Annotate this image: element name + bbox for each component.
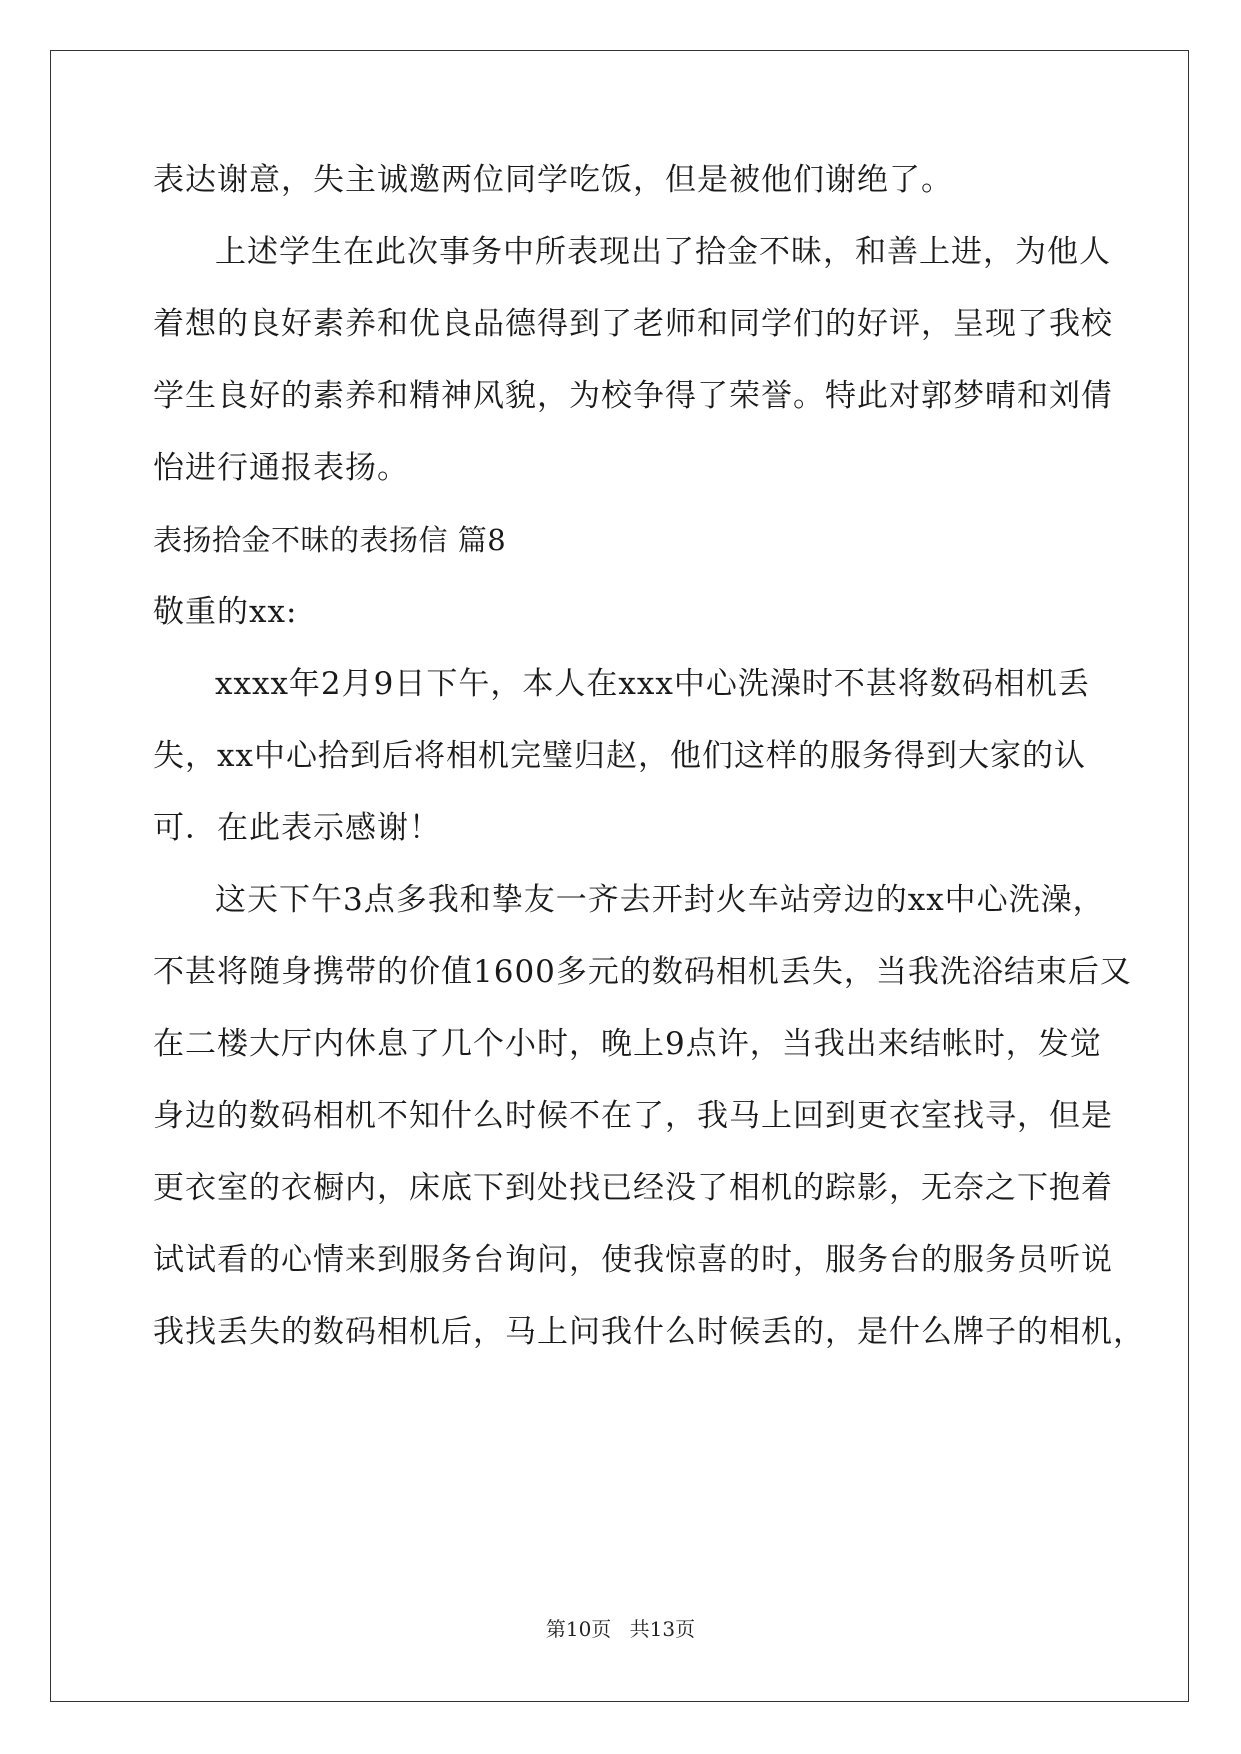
paragraph-line: 学生良好的素养和精神风貌，为校争得了荣誉。特此对郭梦晴和刘倩 [153,378,1113,414]
paragraph-line: 这天下午3点多我和挚友一齐去开封火车站旁边的xx中心洗澡， [215,882,1105,918]
total-pages: 共13页 [629,1617,696,1641]
paragraph-line: 失，xx中心拾到后将相机完璧归赵，他们这样的服务得到大家的认 [153,738,1086,774]
paragraph-line: 更衣室的衣橱内，床底下到处找已经没了相机的踪影，无奈之下抱着 [153,1170,1113,1206]
paragraph-line: 不甚将随身携带的价值1600多元的数码相机丢失，当我洗浴结束后又 [153,954,1132,990]
paragraph-line: 上述学生在此次事务中所表现出了拾金不昧，和善上进，为他人 [215,234,1111,270]
page-number: 第10页 [545,1617,612,1641]
paragraph-line: 可．在此表示感谢！ [153,810,441,846]
section-heading: 表扬拾金不昧的表扬信 篇8 [153,523,507,557]
salutation: 敬重的xx: [153,594,298,630]
paragraph-line: 我找丢失的数码相机后，马上问我什么时候丢的，是什么牌子的相机， [153,1314,1145,1350]
page-footer [0,1613,1241,1642]
paragraph-line: xxxx年2月9日下午，本人在xxx中心洗澡时不甚将数码相机丢 [215,666,1090,702]
page-border [50,50,1189,1702]
paragraph-line: 表达谢意，失主诚邀两位同学吃饭，但是被他们谢绝了。 [153,162,953,198]
paragraph-line: 怡进行通报表扬。 [153,450,409,486]
paragraph-line: 身边的数码相机不知什么时候不在了，我马上回到更衣室找寻，但是 [153,1098,1113,1134]
paragraph-line: 在二楼大厅内休息了几个小时，晚上9点许，当我出来结帐时，发觉 [153,1026,1102,1062]
paragraph-line: 试试看的心情来到服务台询问，使我惊喜的时，服务台的服务员听说 [153,1242,1113,1278]
paragraph-line: 着想的良好素养和优良品德得到了老师和同学们的好评，呈现了我校 [153,306,1113,342]
